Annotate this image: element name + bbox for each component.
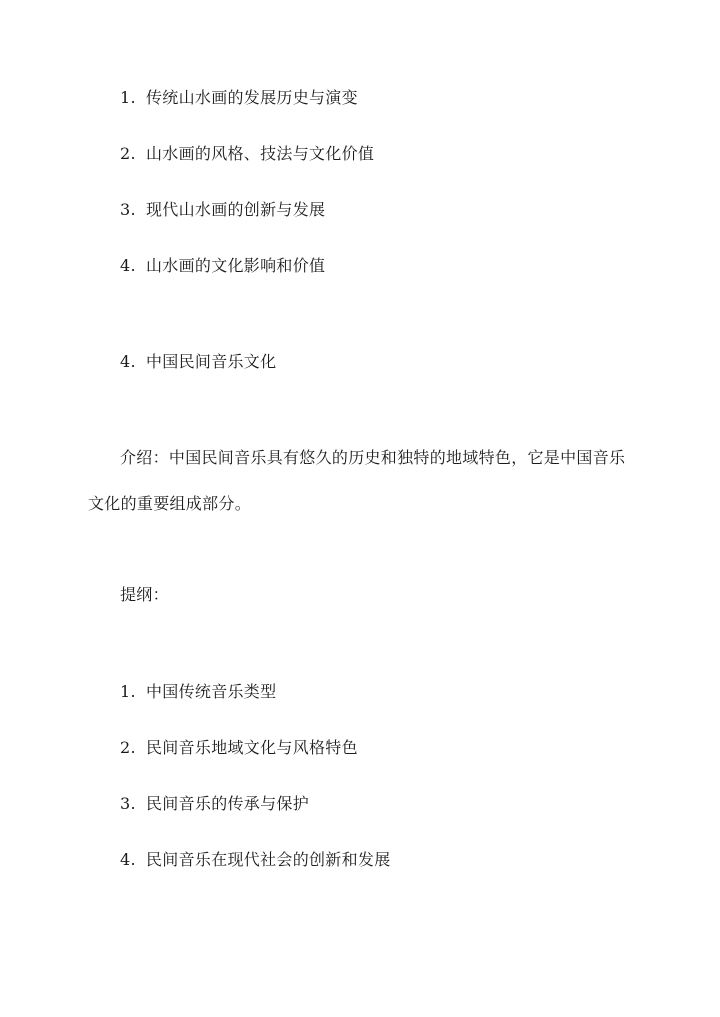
- list-item-number: 4.: [120, 850, 136, 869]
- list-item: [120, 256, 325, 276]
- list-item-text: 山水画的文化影响和价值: [146, 256, 326, 275]
- list-item-text: 山水画的风格、技法与文化价值: [146, 144, 375, 163]
- list-item: [120, 144, 374, 164]
- list-item: [120, 738, 358, 758]
- list-item: [120, 88, 358, 108]
- section-title: 中国民间音乐文化: [146, 352, 277, 371]
- outline-label: 提纲：: [120, 585, 169, 604]
- list-item: [120, 200, 325, 220]
- list-item: [120, 850, 391, 870]
- list-item-text: 民间音乐在现代社会的创新和发展: [146, 850, 391, 869]
- list-item-text: 民间音乐地域文化与风格特色: [146, 738, 358, 757]
- section-number: 4.: [120, 352, 136, 371]
- list-item-number: 2.: [120, 738, 136, 757]
- list-item: [120, 682, 276, 702]
- list-item-number: 1.: [120, 682, 136, 701]
- list-item-number: 4.: [120, 256, 136, 275]
- list-item-text: 现代山水画的创新与发展: [146, 200, 326, 219]
- list-item-number: 2.: [120, 144, 136, 163]
- list-item-number: 3.: [120, 200, 136, 219]
- list-item-number: 3.: [120, 794, 136, 813]
- list-item-number: 1.: [120, 88, 136, 107]
- list-item-text: 传统山水画的发展历史与演变: [146, 88, 358, 107]
- list-item-text: 民间音乐的传承与保护: [146, 794, 310, 813]
- list-item: [120, 794, 309, 814]
- list-item-text: 中国传统音乐类型: [146, 682, 277, 701]
- intro-paragraph: 介绍：中国民间音乐具有悠久的历史和独特的地域特色，它是中国音乐文化的重要组成部分。: [88, 448, 626, 513]
- section-heading: [120, 352, 276, 372]
